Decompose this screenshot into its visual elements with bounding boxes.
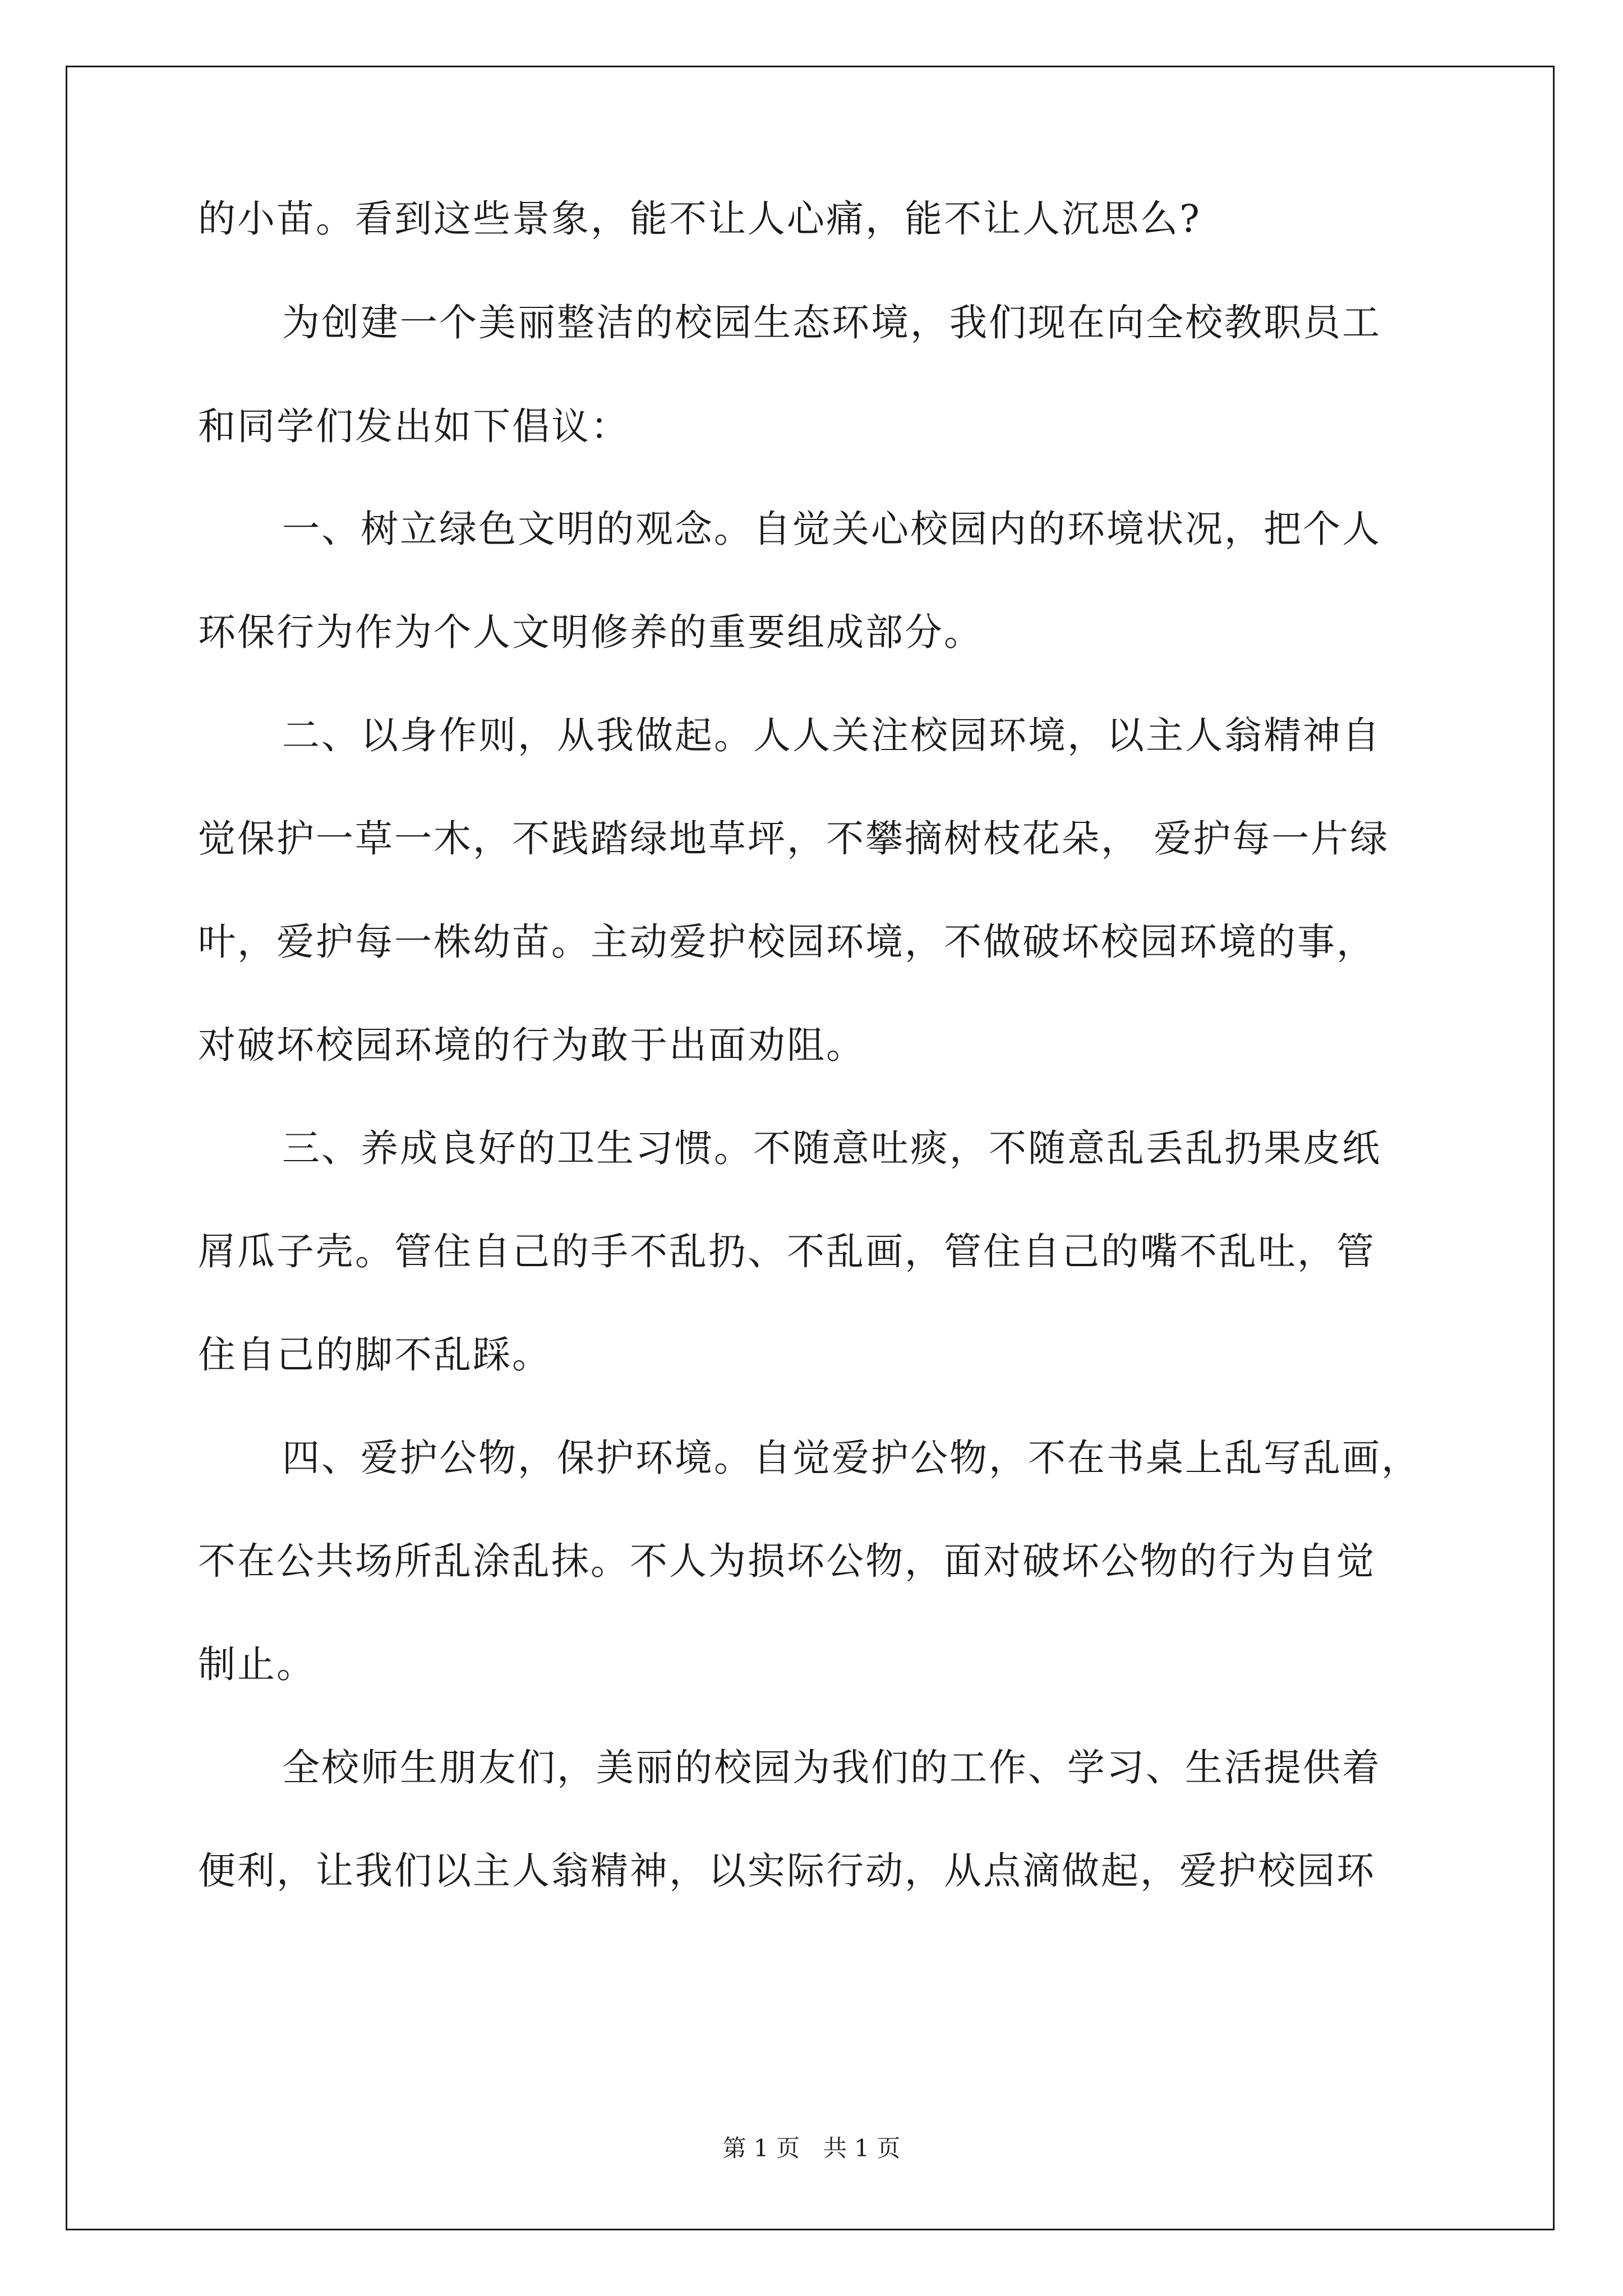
text-line-6: 二、以身作则，从我做起。人人关注校园环境，以主人翁精神自 bbox=[282, 714, 1381, 757]
text-line-10: 三、养成良好的卫生习惯。不随意吐痰，不随意乱丢乱扔果皮纸 bbox=[282, 1126, 1381, 1170]
page-footer: 第 1 页 共 1 页 bbox=[722, 2134, 901, 2162]
text-line-15: 制止。 bbox=[198, 1642, 316, 1686]
text-line-1: 的小苗。看到这些景象，能不让人心痛，能不让人沉思么? bbox=[198, 197, 1201, 241]
text-line-9: 对破坏校园环境的行为敢于出面劝阻。 bbox=[198, 1023, 865, 1067]
text-line-7: 觉保护一草一木，不践踏绿地草坪，不攀摘树枝花朵， 爱护每一片绿 bbox=[198, 817, 1390, 861]
text-line-14: 不在公共场所乱涂乱抹。不人为损坏公物，面对破坏公物的行为自觉 bbox=[198, 1539, 1376, 1583]
text-line-12: 住自己的脚不乱踩。 bbox=[198, 1333, 551, 1377]
text-line-8: 叶，爱护每一株幼苗。主动爱护校园环境，不做破坏校园环境的事， bbox=[198, 920, 1376, 964]
text-line-2: 为创建一个美丽整洁的校园生态环境，我们现在向全校教职员工 bbox=[282, 301, 1381, 344]
text-line-11: 屑瓜子壳。管住自己的手不乱扔、不乱画，管住自己的嘴不乱吐，管 bbox=[198, 1230, 1376, 1273]
text-line-16: 全校师生朋友们，美丽的校园为我们的工作、学习、生活提供着 bbox=[282, 1746, 1381, 1789]
text-line-4: 一、树立绿色文明的观念。自觉关心校园内的环境状况，把个人 bbox=[282, 507, 1381, 551]
text-line-3: 和同学们发出如下倡议： bbox=[198, 404, 630, 448]
text-line-17: 便利，让我们以主人翁精神，以实际行动，从点滴做起，爱护校园环 bbox=[198, 1849, 1376, 1893]
text-line-5: 环保行为作为个人文明修养的重要组成部分。 bbox=[198, 610, 983, 654]
text-line-13: 四、爱护公物，保护环境。自觉爱护公物，不在书桌上乱写乱画， bbox=[282, 1436, 1421, 1480]
